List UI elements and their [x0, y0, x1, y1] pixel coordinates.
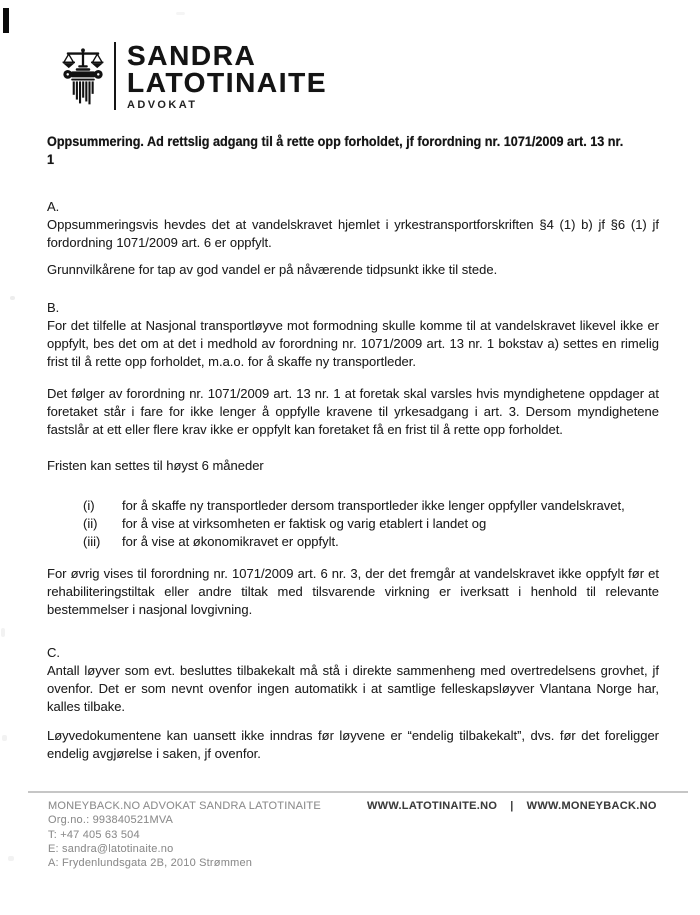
section-label-c: C. — [47, 645, 60, 660]
section-c-paragraph-1: Antall løyver som evt. besluttes tilbakekalt må stå i direkte sammenheng med overtredelsens grovhet, jf ovenfor. Det er som nevnt ovenfor ingen automatikk i at samtlige felleskapsløyver Vlantana Norge har, kalles tilbake. — [47, 663, 659, 714]
scan-speck — [1, 628, 5, 637]
section-label-b: B. — [47, 300, 60, 315]
scan-speck — [2, 735, 7, 741]
scan-speck — [8, 856, 14, 861]
document-title — [47, 133, 659, 169]
section-a-paragraph-1: Oppsummeringsvis hevdes det at vandelskravet hjemlet i yrkestransportforskriften §4 (1) b) jf §6 (1) jf fordordning 1071/2009 art. 6 er oppfylt. — [47, 217, 659, 250]
list-item-text: for å vise at økonomikravet er oppfylt. — [122, 534, 339, 549]
section-label-a: A. — [47, 199, 60, 214]
scan-speck — [176, 12, 185, 15]
list-item — [47, 497, 659, 515]
footer-company-line: MONEYBACK.NO ADVOKAT SANDRA LATOTINAITE — [48, 800, 321, 812]
list-marker: (iii) — [83, 534, 101, 549]
footer-address: A: Frydenlundsgata 2B, 2010 Strømmen — [48, 857, 253, 870]
footer-phone: T: +47 405 63 504 — [48, 828, 140, 841]
brand-name-line2: LATOTINAITE — [127, 67, 328, 98]
document-title-line1: Oppsummering. Ad rettslig adgang til å rette opp forholdet, jf forordning nr. 1071/2009 art. 13 nr. — [47, 134, 624, 149]
scales-of-justice-icon — [62, 48, 104, 108]
footer-org-number: Org.no.: 993840521MVA — [48, 814, 174, 827]
list-marker: (ii) — [83, 516, 98, 531]
list-marker: (i) — [83, 498, 95, 513]
document-title-line2: 1 — [47, 152, 55, 167]
list-item — [47, 533, 659, 551]
roman-numeral-list — [47, 497, 659, 551]
scan-artifact-mark — [3, 8, 9, 33]
footer-contact-block — [48, 799, 321, 870]
list-item — [47, 515, 659, 533]
letterhead — [62, 40, 327, 111]
footer-website-separator: | — [510, 800, 514, 812]
section-b-paragraph-3: Fristen kan settes til høyst 6 måneder — [47, 458, 264, 473]
brand-text — [127, 40, 327, 111]
section-a-paragraph-2: Grunnvilkårene for tap av god vandel er på nåværende tidpsunkt ikke til stede. — [47, 262, 498, 277]
footer-email: E: sandra@latotinaite.no — [48, 842, 174, 855]
footer-divider-line — [28, 791, 688, 793]
brand-subtitle: ADVOKAT — [127, 99, 198, 111]
list-item-text: for å vise at virksomheten er faktisk og varig etablert i landet og — [122, 516, 487, 531]
section-c-paragraph-2: Løyvedokumentene kan uansett ikke inndras før løyvene er “endelig tilbakekalt”, dvs. før det foreligger endelig avgjørelse i saken, jf ovenfor. — [47, 728, 659, 761]
brand-name-line1: SANDRA — [127, 40, 257, 71]
letterhead-divider — [114, 42, 116, 110]
footer-websites — [367, 800, 657, 812]
footer-website-latotinaite: WWW.LATOTINAITE.NO — [367, 800, 498, 812]
document-body — [47, 133, 659, 763]
footer-website-moneyback: WWW.MONEYBACK.NO — [526, 800, 657, 812]
section-b-paragraph-2: Det følger av forordning nr. 1071/2009 art. 13 nr. 1 at foretak skal varsles hvis myndighetene oppdager at foretaket står i fare for ikke lenger å oppfylle kravene til yrkesadgang i art. 3. Dersom myndighetene fastslår at ett eller flere krav ikke er oppfylt kan foretaket få en frist til å rette opp forholdet. — [47, 386, 659, 437]
section-b-paragraph-4: For øvrig vises til forordning nr. 1071/2009 art. 6 nr. 3, der det fremgår at vandelskravet ikke oppfylt før et rehabiliteringstiltak eller andre tiltak med tilsvarende virkning er iverksatt i henhold til relevante bestemmelser i nasjonal lovgivning. — [47, 566, 659, 617]
list-item-text: for å skaffe ny transportleder dersom transportleder ikke lenger oppfyller vandelskravet, — [122, 498, 625, 513]
section-b-paragraph-1: For det tilfelle at Nasjonal transportløyve mot formodning skulle komme til at vandelskravet likevel ikke er oppfylt, bes det om at det i medhold av forordning nr. 1071/2009 art. 13 nr. 1 bokstav a) settes en rimelig frist til å rette opp forholdet, m.a.o. for å skaffe ny transportleder. — [47, 318, 659, 369]
scan-speck — [10, 296, 15, 300]
